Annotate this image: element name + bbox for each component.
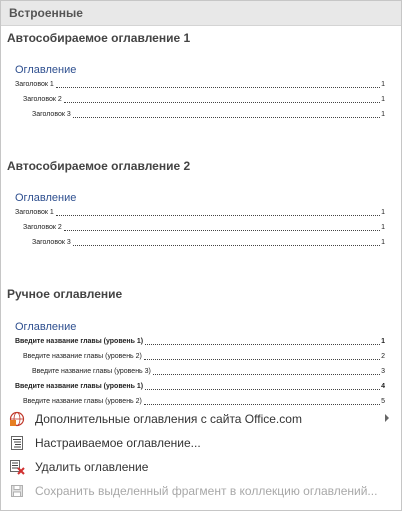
custom-toc-label: Настраиваемое оглавление...	[35, 436, 201, 450]
more-tocs-menu-item[interactable]	[1, 407, 401, 431]
toc-option-auto-2[interactable]	[7, 182, 391, 278]
toc-preview-line: Заголовок 2 1	[23, 96, 385, 103]
toc-preview-heading: Оглавление	[15, 64, 77, 76]
remove-toc-menu-item[interactable]	[1, 455, 401, 479]
office-globe-icon	[9, 411, 25, 427]
toc-preview-heading: Оглавление	[15, 321, 77, 333]
toc-preview-line: Заголовок 3 1	[32, 239, 385, 246]
toc-document-icon	[9, 435, 25, 451]
more-tocs-label: Дополнительные оглавления с сайта Office.com	[35, 412, 302, 426]
gallery-header: Встроенные	[1, 1, 401, 26]
toc-preview-line: Введите название главы (уровень 2) 2	[23, 353, 385, 360]
toc-option-auto-1[interactable]	[7, 54, 391, 150]
toc-preview-line: Заголовок 2 1	[23, 224, 385, 231]
remove-toc-label: Удалить оглавление	[35, 460, 149, 474]
custom-toc-menu-item[interactable]	[1, 431, 401, 455]
toc-option-manual[interactable]	[7, 310, 391, 407]
section-title-auto-2: Автособираемое оглавление 2	[7, 159, 191, 173]
toc-preview-line: Введите название главы (уровень 1) 4	[15, 383, 385, 390]
save-to-gallery-icon	[9, 483, 25, 499]
toc-menu	[1, 407, 401, 503]
toc-preview-line: Введите название главы (уровень 3) 3	[32, 368, 385, 375]
toc-preview-line: Заголовок 3 1	[32, 111, 385, 118]
save-selection-label: Сохранить выделенный фрагмент в коллекцию оглавлений...	[35, 484, 378, 498]
toc-preview-line: Заголовок 1 1	[15, 209, 385, 216]
section-title-manual: Ручное оглавление	[7, 287, 123, 301]
toc-gallery	[1, 26, 401, 407]
toc-preview-heading: Оглавление	[15, 192, 77, 204]
save-selection-menu-item	[1, 479, 401, 503]
toc-preview-line: Введите название главы (уровень 1) 1	[15, 338, 385, 345]
submenu-arrow-icon	[385, 414, 389, 422]
remove-toc-icon	[9, 459, 25, 475]
toc-preview-line: Заголовок 1 1	[15, 81, 385, 88]
section-title-auto-1: Автособираемое оглавление 1	[7, 31, 191, 45]
toc-preview-line: Введите название главы (уровень 2) 5	[23, 398, 385, 405]
